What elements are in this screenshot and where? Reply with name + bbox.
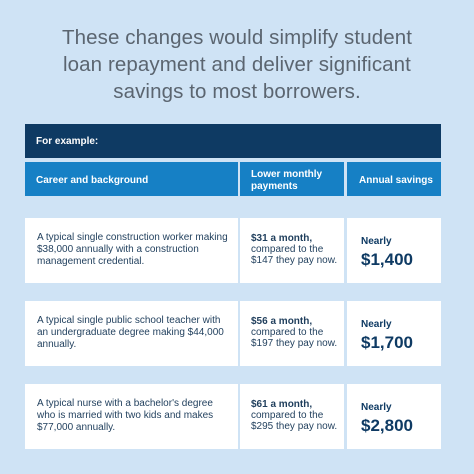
headline-line-3: savings to most borrowers. [113,80,361,103]
header-payments-label: Lower monthly payments [251,169,323,192]
header-savings [347,162,441,196]
row-1-nearly: Nearly [361,236,392,247]
row-2-description-cell [25,301,238,366]
row-3-savings-cell [347,384,441,449]
row-1-savings: $1,400 [361,250,413,269]
row-1-payment-amount: $31 a month, [251,233,313,244]
row-3-savings: $2,800 [361,416,413,435]
row-2-payment-amount: $56 a month, [251,316,313,327]
row-3-payment-comparison: compared to the $295 they pay now. [251,410,338,432]
table-title-bar [25,124,441,158]
row-1-payment-comparison: compared to the $147 they pay now. [251,244,338,266]
row-1-description-cell [25,218,238,283]
row-1-payment-cell [240,218,344,283]
header-career-label: Career and background [36,175,149,186]
row-2-savings: $1,700 [361,333,413,352]
header-savings-label: Annual savings [359,175,433,186]
row-1-savings-cell [347,218,441,283]
row-2-description: A typical single public school teacher with an undergraduate degree making $44,000 annually. [37,315,224,350]
row-1-description: A typical single construction worker making $38,000 annually with a construction management credential. [37,232,228,267]
row-3-payment-amount: $61 a month, [251,399,313,410]
row-3-payment-cell [240,384,344,449]
row-3-nearly: Nearly [361,402,392,413]
headline-line-1: These changes would simplify student [61,26,412,49]
header-payments [240,162,344,196]
row-2-nearly: Nearly [361,319,392,330]
row-2-payment-cell [240,301,344,366]
row-3-description-cell [25,384,238,449]
row-2-savings-cell [347,301,441,366]
row-2-payment-comparison: compared to the $197 they pay now. [251,327,338,349]
headline [20,24,454,105]
table-title: For example: [36,136,99,147]
row-3-description: A typical nurse with a bachelor's degree who is married with two kids and makes $77,000 annually. [37,398,214,433]
headline-line-2: loan repayment and deliver significant [63,53,411,76]
header-career [25,162,238,196]
